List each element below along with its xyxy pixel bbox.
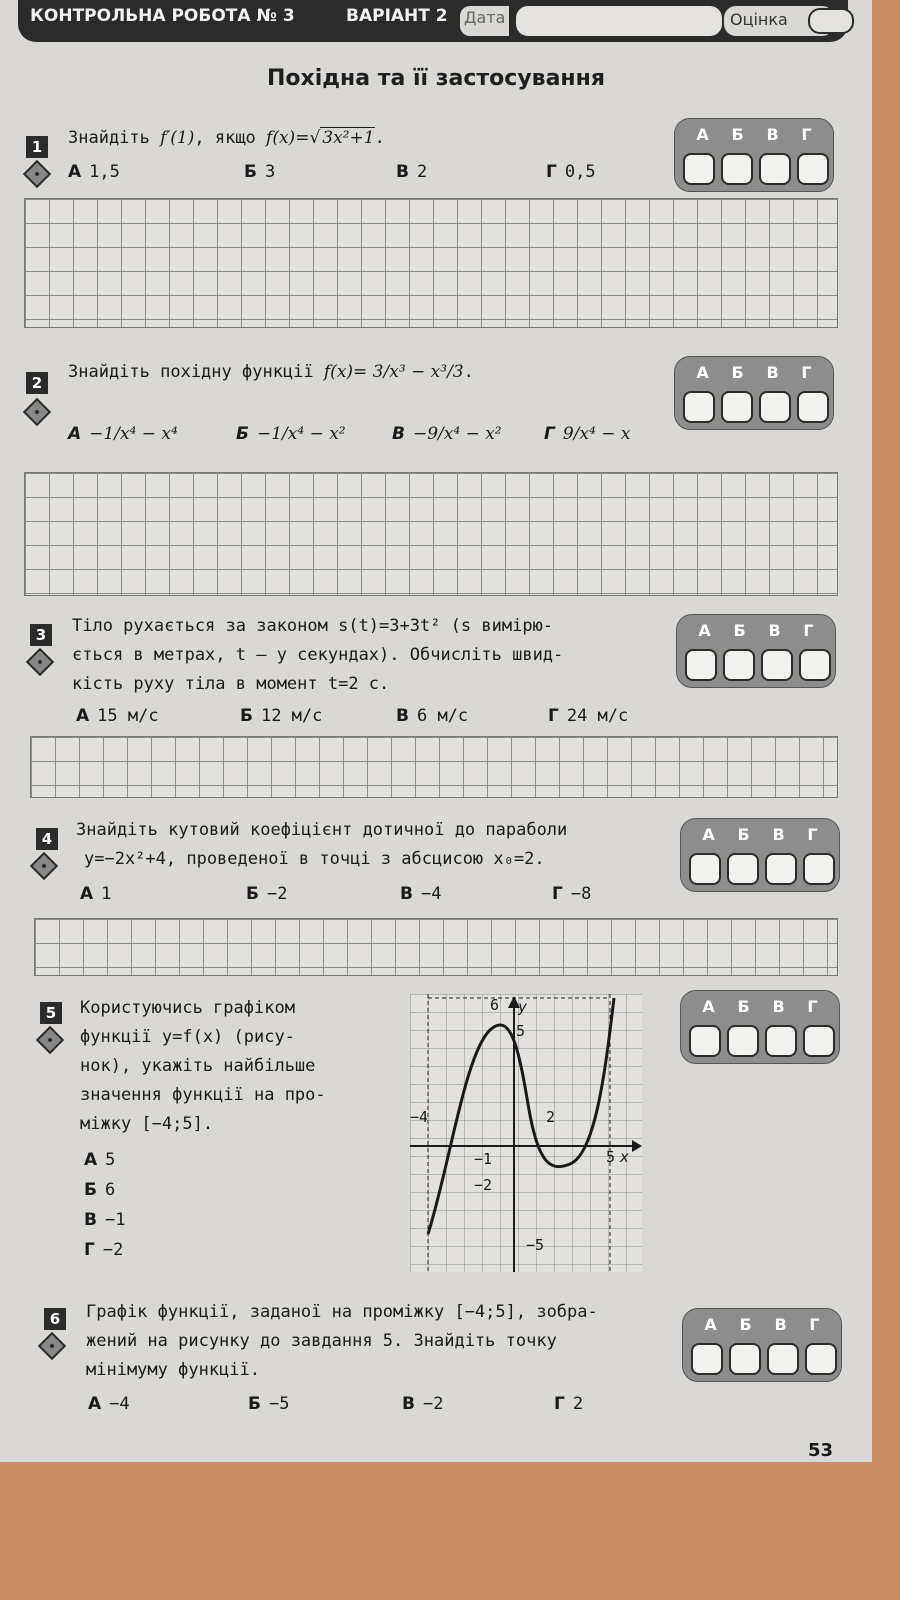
q5-line: Користуючись графіком	[80, 998, 295, 1018]
q4-line: Знайдіть кутовий коефіцієнт дотичної до параболи	[76, 820, 568, 840]
answer-cell-g[interactable]	[797, 391, 829, 423]
option-g[interactable]: Г −8	[552, 884, 592, 904]
option-b[interactable]: Б 6	[84, 1180, 116, 1200]
question-number: 1	[26, 136, 48, 158]
q1-expr-b: f(x)=	[266, 128, 310, 148]
question-5-text	[80, 994, 370, 1139]
option-a[interactable]: А 1,5	[68, 162, 120, 182]
option-b[interactable]: Б 3	[244, 162, 276, 182]
tick-label: −1	[474, 1150, 493, 1168]
answer-cell-a[interactable]	[689, 853, 721, 885]
work-grid[interactable]	[24, 472, 838, 596]
question-6-text	[86, 1298, 598, 1385]
answer-cell-b[interactable]	[723, 649, 755, 681]
answer-cell-a[interactable]	[683, 391, 715, 423]
page-number: 53	[808, 1440, 834, 1461]
q1-expr-sqrt: 3x²+1	[322, 128, 375, 148]
option-g[interactable]: Г −2	[84, 1240, 124, 1260]
answer-cell-a[interactable]	[683, 153, 715, 185]
answer-cell-b[interactable]	[721, 153, 753, 185]
option-b[interactable]: Б −1/x⁴ − x²	[236, 424, 346, 444]
question-3-text	[72, 612, 563, 699]
option-b[interactable]: Б 12 м/с	[240, 706, 323, 726]
q6-line: Графік функції, заданої на проміжку [−4;5], зобра-	[86, 1302, 598, 1322]
difficulty-icon	[23, 160, 51, 188]
question-number: 2	[26, 372, 48, 394]
answer-cell-v[interactable]	[765, 853, 797, 885]
option-a[interactable]: А −1/x⁴ − x⁴	[68, 424, 178, 444]
answer-box-6: А Б В Г	[682, 1308, 842, 1382]
option-a[interactable]: А 1	[80, 884, 112, 904]
answer-cell-g[interactable]	[803, 853, 835, 885]
answer-cell-a[interactable]	[685, 649, 717, 681]
option-a[interactable]: А −4	[88, 1394, 130, 1414]
grade-label: Оцінка	[724, 6, 834, 36]
question-1-text: Знайдіть f′(1), якщо f(x)=√ 3x²+1.	[68, 128, 385, 148]
tick-label: 2	[546, 1108, 556, 1126]
answer-cell-v[interactable]	[759, 391, 791, 423]
tick-label: −4	[410, 1108, 429, 1126]
q2-expr: f(x)= 3/x³ − x³/3	[323, 362, 464, 382]
answer-cell-a[interactable]	[689, 1025, 721, 1057]
q5-line: міжку [−4;5].	[80, 1114, 214, 1134]
question-number: 6	[44, 1308, 66, 1330]
answer-cell-g[interactable]	[797, 153, 829, 185]
tick-label: 5	[516, 1022, 526, 1040]
tick-label: −5	[526, 1236, 545, 1254]
option-g[interactable]: Г 0,5	[546, 162, 596, 182]
answer-cell-b[interactable]	[721, 391, 753, 423]
difficulty-icon	[23, 398, 51, 426]
answer-cell-b[interactable]	[727, 1025, 759, 1057]
answer-cell-b[interactable]	[729, 1343, 761, 1375]
graph-grid	[410, 994, 642, 1272]
difficulty-icon	[30, 852, 58, 880]
q4-line: y=−2x²+4, проведеної в точці з абсцисою x₀=2.	[84, 849, 545, 869]
answer-cell-b[interactable]	[727, 853, 759, 885]
answer-cell-a[interactable]	[691, 1343, 723, 1375]
difficulty-icon	[26, 648, 54, 676]
answer-box-4: А Б В Г	[680, 818, 840, 892]
option-v[interactable]: В −2	[402, 1394, 444, 1414]
work-grid[interactable]	[34, 918, 838, 976]
option-g[interactable]: Г 2	[554, 1394, 584, 1414]
test-title: КОНТРОЛЬНА РОБОТА № 3	[30, 6, 295, 26]
answer-cell-v[interactable]	[767, 1343, 799, 1375]
question-number: 3	[30, 624, 52, 646]
q3-line: ється в метрах, t — у секундах). Обчисліть швид-	[72, 645, 564, 665]
q6-line: жений на рисунку до завдання 5. Знайдіть точку	[86, 1331, 557, 1351]
q3-line: кість руху тіла в момент t=2 с.	[72, 674, 390, 694]
question-number: 4	[36, 828, 58, 850]
tick-label: 5	[606, 1148, 616, 1166]
answer-box-3: А Б В Г	[676, 614, 836, 688]
option-b[interactable]: Б −5	[248, 1394, 290, 1414]
header-bar	[18, 0, 848, 42]
work-grid[interactable]	[30, 736, 838, 798]
date-label: Дата	[460, 6, 509, 36]
option-v[interactable]: В −4	[400, 884, 442, 904]
option-g[interactable]: Г 9/x⁴ − x	[544, 424, 631, 444]
answer-box-1: А Б В Г	[674, 118, 834, 192]
answer-cell-v[interactable]	[761, 649, 793, 681]
q5-line: нок), укажіть найбільше	[80, 1056, 316, 1076]
question-4-text	[76, 816, 567, 874]
question-number: 5	[40, 1002, 62, 1024]
variant-label: ВАРІАНТ 2	[346, 6, 448, 26]
work-grid[interactable]	[24, 198, 838, 328]
q1-expr-a: f′(1)	[160, 128, 195, 148]
difficulty-icon	[36, 1026, 64, 1054]
option-v[interactable]: В 2	[396, 162, 428, 182]
option-v[interactable]: В 6 м/с	[396, 706, 469, 726]
option-v[interactable]: В −9/x⁴ − x²	[392, 424, 502, 444]
q2-text: Знайдіть похідну функції	[68, 362, 314, 382]
answer-cell-v[interactable]	[765, 1025, 797, 1057]
option-b[interactable]: Б −2	[246, 884, 288, 904]
grade-field[interactable]	[808, 8, 854, 34]
question-2-text: Знайдіть похідну функції f(x)= 3/x³ − x³/3.	[68, 362, 474, 382]
page-title: Похідна та її застосування	[267, 66, 605, 91]
y-axis-label: y	[518, 998, 528, 1016]
answer-box-2: А Б В Г	[674, 356, 834, 430]
option-v[interactable]: В −1	[84, 1210, 126, 1230]
q6-line: мінімуму функції.	[86, 1360, 260, 1380]
answer-cell-g[interactable]	[799, 649, 831, 681]
option-a[interactable]: А 15 м/с	[76, 706, 159, 726]
x-axis-label: x	[620, 1148, 630, 1166]
option-g[interactable]: Г 24 м/с	[548, 706, 629, 726]
answer-cell-g[interactable]	[805, 1343, 837, 1375]
tick-label: −2	[474, 1176, 493, 1194]
q5-line: функції y=f(x) (рису-	[80, 1027, 295, 1047]
difficulty-icon	[38, 1332, 66, 1360]
q1-text-a: Знайдіть	[68, 128, 150, 148]
answer-cell-g[interactable]	[803, 1025, 835, 1057]
q5-line: значення функції на про-	[80, 1085, 326, 1105]
q3-line: Тіло рухається за законом s(t)=3+3t² (s вимірю-	[72, 616, 554, 636]
answer-cell-v[interactable]	[759, 153, 791, 185]
answer-box-5: А Б В Г	[680, 990, 840, 1064]
option-a[interactable]: А 5	[84, 1150, 116, 1170]
date-field[interactable]	[516, 6, 722, 36]
function-graph	[410, 994, 642, 1272]
tick-label: 6	[490, 996, 500, 1014]
q1-text-b: , якщо	[194, 128, 256, 148]
